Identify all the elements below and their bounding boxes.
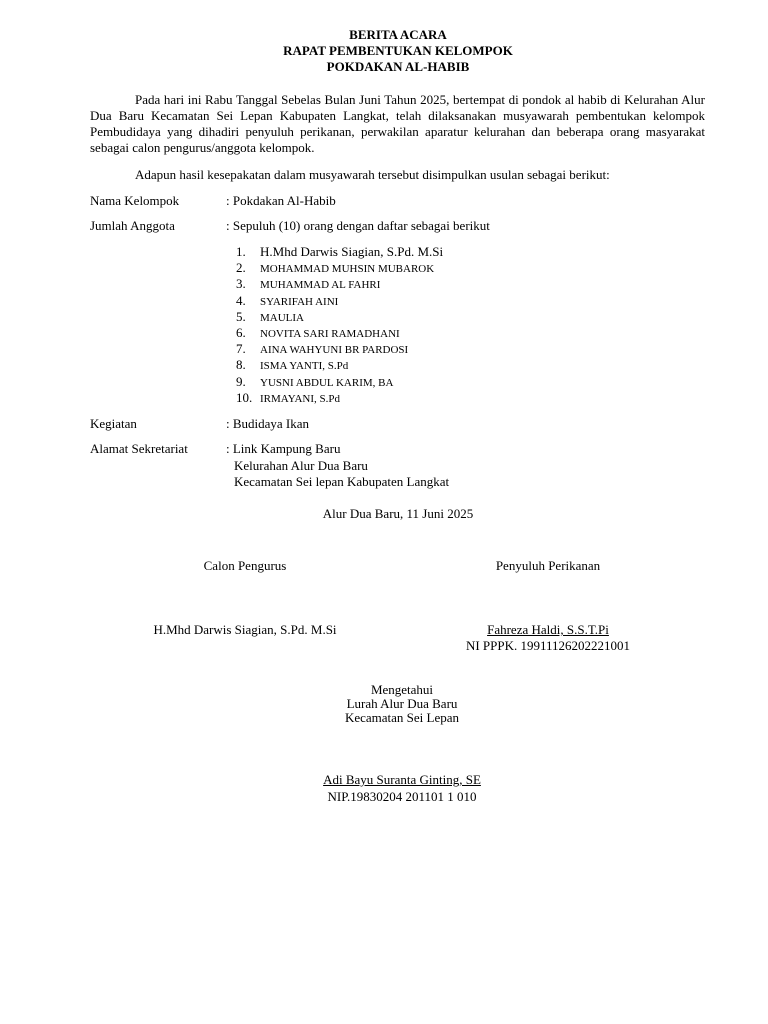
list-item — [236, 390, 443, 406]
title-line-3: POKDAKAN AL-HABIB — [326, 59, 470, 74]
village-head-name: Adi Bayu Suranta Ginting, SE — [323, 772, 481, 787]
member-list — [236, 244, 443, 406]
member-name: IRMAYANI, S.Pd — [260, 392, 340, 405]
group-name-label: Nama Kelompok — [90, 193, 180, 208]
extension-officer-name: Fahreza Haldi, S.S.T.Pi — [487, 622, 609, 637]
member-count-value: : Sepuluh (10) orang dengan daftar sebagai berikut — [226, 218, 490, 233]
member-count-row — [90, 218, 490, 234]
list-item — [236, 325, 443, 341]
list-item — [236, 357, 443, 373]
member-number: 2. — [236, 260, 246, 276]
member-number: 3. — [236, 276, 246, 292]
acknowledged-label: Mengetahui — [370, 682, 434, 697]
candidate-signatory-name: H.Mhd Darwis Siagian, S.Pd. M.Si — [153, 622, 337, 637]
group-name-value: : Pokdakan Al-Habib — [226, 193, 336, 208]
member-number: 9. — [236, 373, 246, 389]
district-title: Kecamatan Sei Lepan — [344, 710, 460, 725]
extension-officer-nip: NI PPPK. 19911126202221001 — [465, 638, 631, 653]
title-line-1: BERITA ACARA — [349, 27, 447, 42]
document-title — [0, 27, 768, 75]
member-name: MUHAMMAD AL FAHRI — [260, 279, 381, 292]
member-name: ISMA YANTI, S.Pd — [260, 360, 349, 373]
member-name: SYARIFAH AINI — [260, 295, 339, 308]
member-number: 7. — [236, 341, 246, 357]
member-number: 1. — [236, 244, 246, 259]
address-line-1: : Link Kampung Baru — [226, 441, 341, 456]
village-head-title: Lurah Alur Dua Baru — [346, 696, 458, 711]
list-item — [236, 309, 443, 325]
list-item — [236, 260, 443, 276]
member-name: H.Mhd Darwis Siagian, S.Pd. M.Si — [260, 244, 444, 259]
member-number: 5. — [236, 308, 246, 324]
member-name: MAULIA — [260, 311, 304, 324]
summary-paragraph: Adapun hasil kesepakatan dalam musyawarah tersebut disimpulkan usulan sebagai berikut: — [135, 167, 610, 182]
member-number: 8. — [236, 357, 246, 373]
member-name: AINA WAHYUNI BR PARDOSI — [260, 344, 409, 357]
list-item — [236, 341, 443, 357]
group-name-row — [90, 193, 336, 209]
member-number: 6. — [236, 324, 246, 340]
member-number: 10. — [236, 389, 253, 405]
member-count-label: Jumlah Anggota — [90, 218, 175, 233]
member-name: YUSNI ABDUL KARIM, BA — [260, 376, 394, 389]
list-item — [236, 276, 443, 292]
address-line-3: Kecamatan Sei lepan Kabupaten Langkat — [234, 474, 450, 489]
extension-officer-label: Penyuluh Perikanan — [495, 558, 601, 573]
activity-label: Kegiatan — [90, 416, 137, 431]
activity-row — [90, 416, 309, 432]
member-name: NOVITA SARI RAMADHANI — [260, 327, 400, 340]
candidate-board-label: Calon Pengurus — [203, 558, 287, 573]
title-line-2: RAPAT PEMBENTUKAN KELOMPOK — [283, 43, 513, 58]
address-label: Alamat Sekretariat — [90, 441, 188, 456]
address-row — [90, 441, 340, 457]
village-head-nip: NIP.19830204 201101 1 010 — [327, 789, 477, 804]
opening-paragraph: Pada hari ini Rabu Tanggal Sebelas Bulan Juni Tahun 2025, bertempat di pondok al habib di Kelurahan Alur Dua Baru Kecamatan Sei Lepan Kabupaten Langkat, telah dilaksanakan musyawarah pembentukan kelompok Pembudidaya yang dihadiri penyuluh perikanan, perwakilan aparatur kelurahan dan beberapa orang masyarakat sebagai calon pengurus/anggota kelompok. — [90, 92, 705, 155]
list-item — [236, 244, 443, 260]
member-name: MOHAMMAD MUHSIN MUBAROK — [260, 263, 435, 276]
place-date: Alur Dua Baru, 11 Juni 2025 — [322, 506, 474, 521]
list-item — [236, 374, 443, 390]
address-line-2: Kelurahan Alur Dua Baru — [234, 458, 368, 473]
list-item — [236, 293, 443, 309]
activity-value: : Budidaya Ikan — [226, 416, 310, 431]
member-number: 4. — [236, 292, 246, 308]
